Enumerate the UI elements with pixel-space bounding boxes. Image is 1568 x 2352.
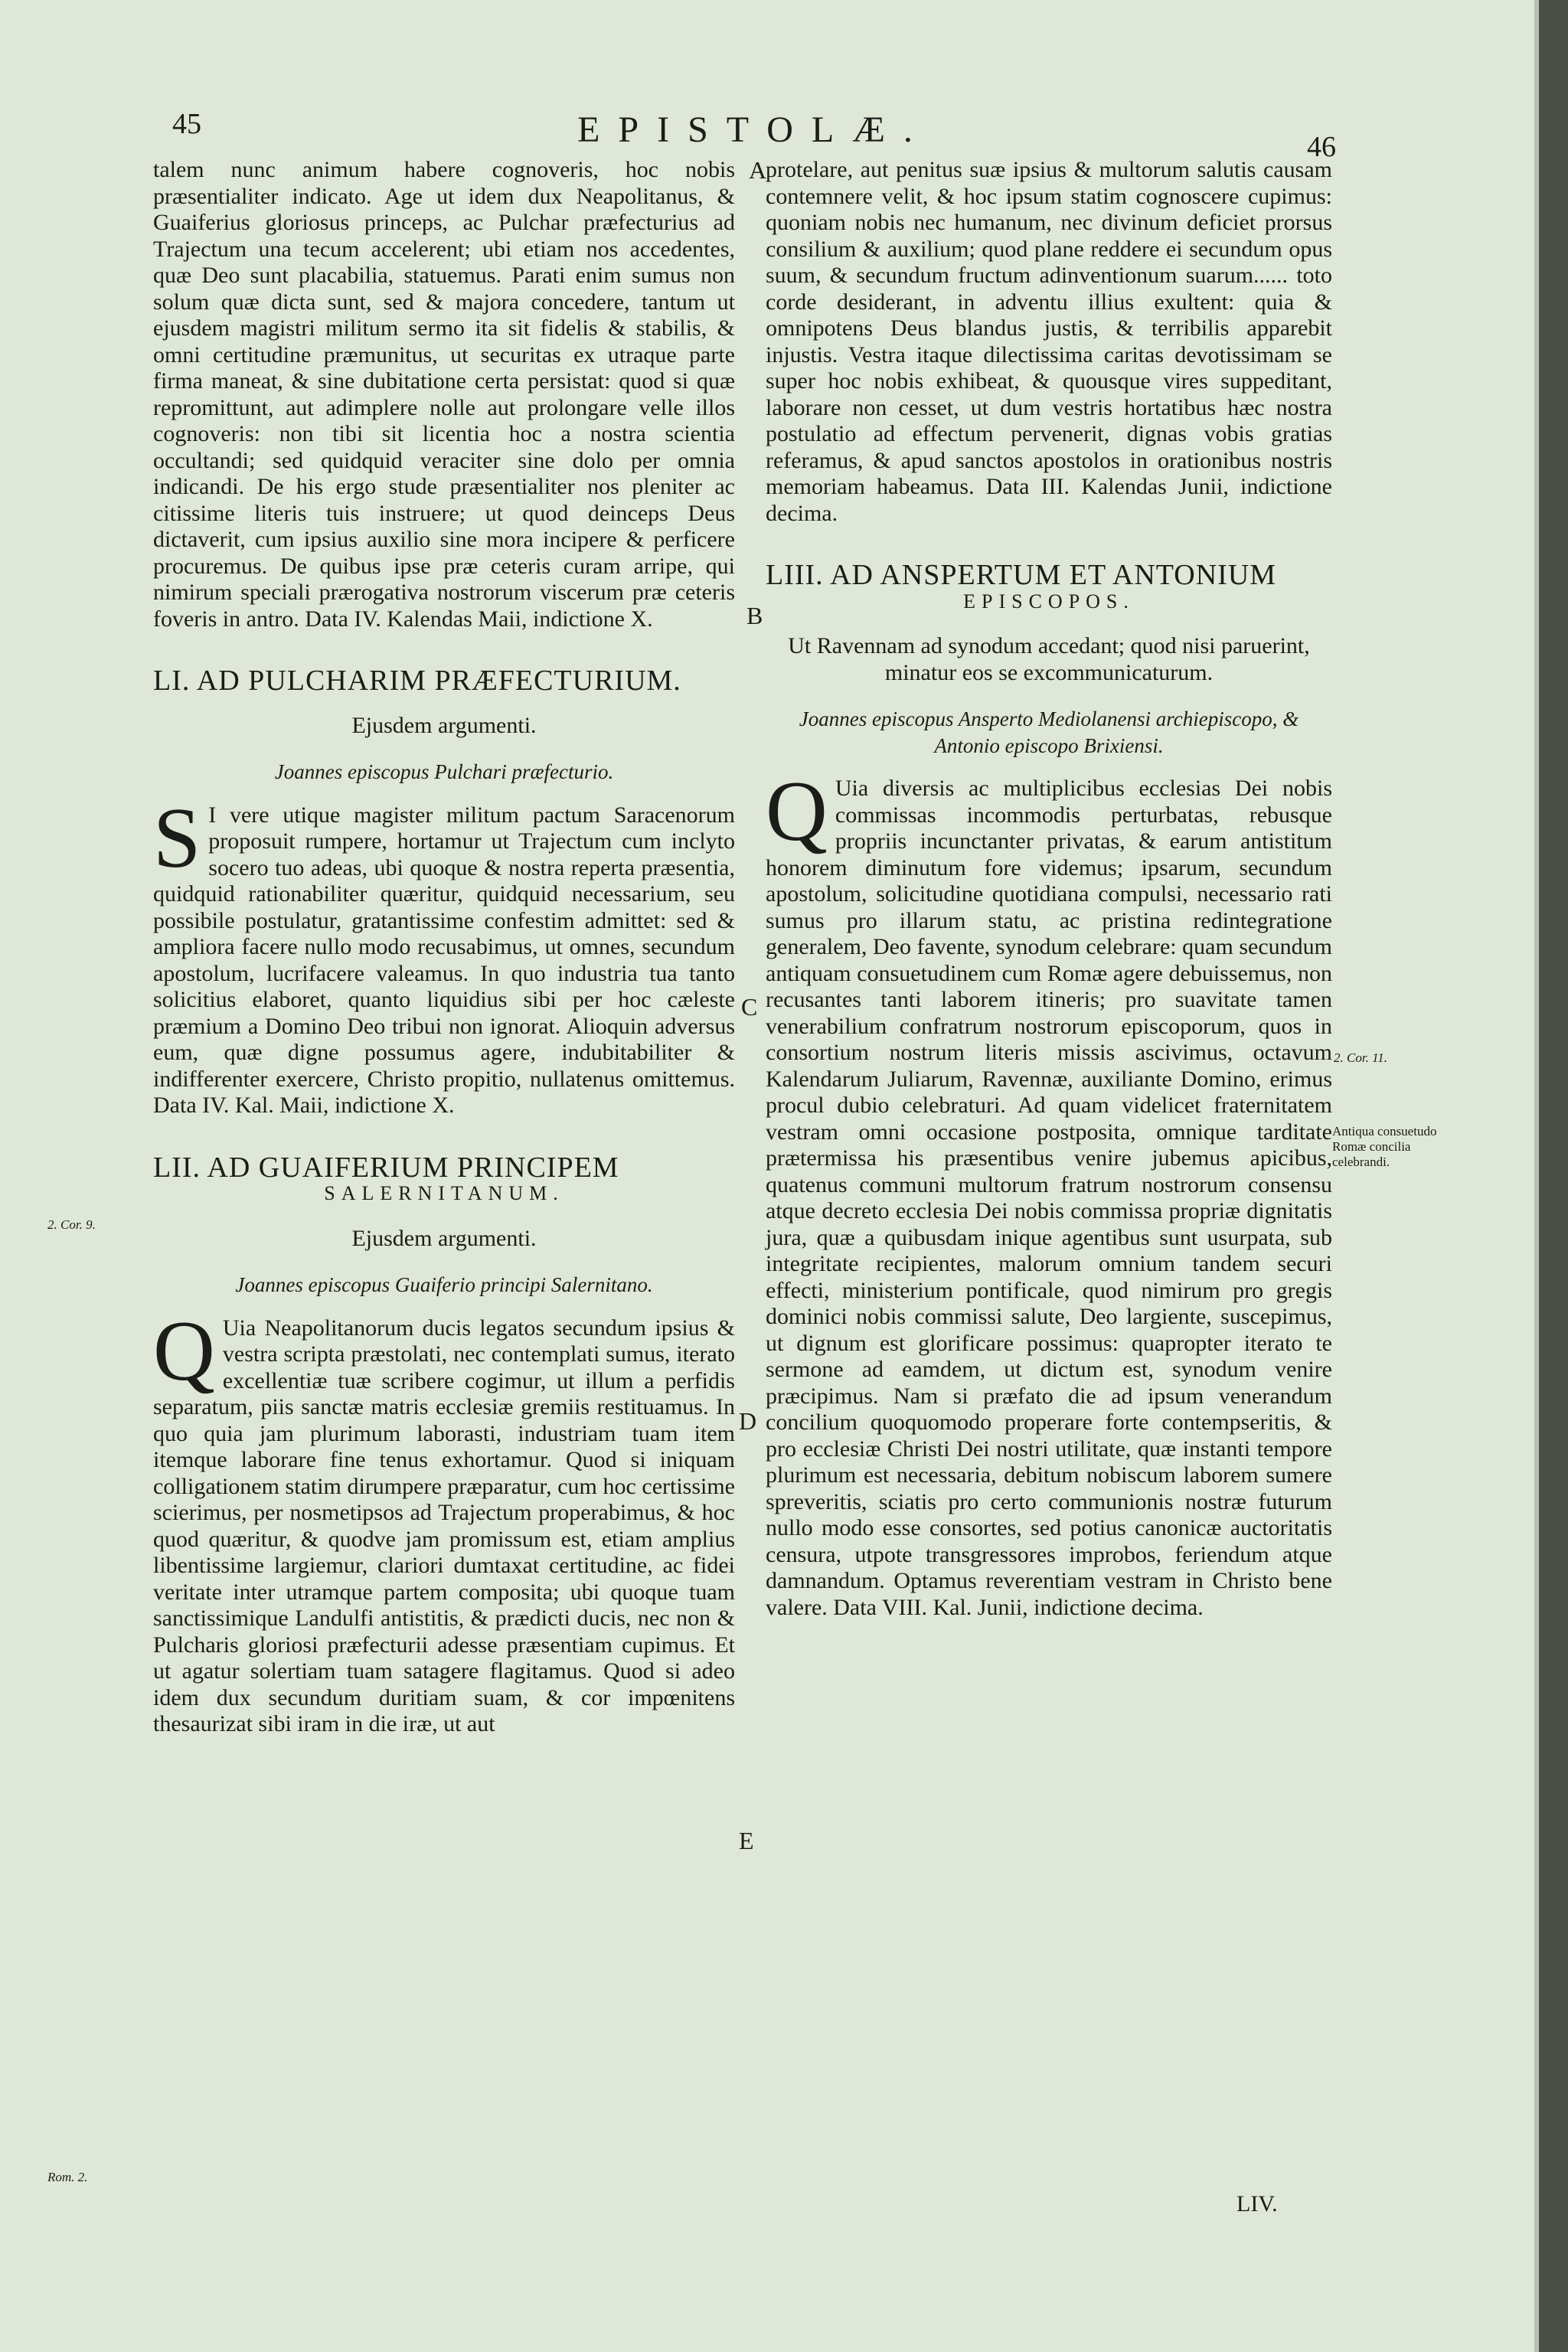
- running-title: EPISTOLÆ.: [577, 109, 931, 150]
- letter-lii-text: Uia Neapolitanorum ducis legatos secundum ipsius & vestra scripta præstolati, nec contemplati sumus, iterato excellentiæ tuæ scribere cogimur, ut illum a perfidis separatum, piis sanctæ matris ecclesiæ gremiis restituamus. In quo quia jam plurimum laborasti, industriam tuam item itemque laborare fine tenus exhortamur. Quod si iniquam colligationem statim dirumpere præparatur, cum hoc certissime scierimus, per nosmetipsos ad Trajectum properabimus, & hoc quod quæritur, & quodve jam promissum est, etiam amplius libentissime largiemur, clariori dumtaxat certitudine, ac fidei veritate inter utramque partem composita; ubi quoque tuam sanctissimique Landulfi antistitis, & prædicti ducis, nec non & Pulcharis gloriosi præfecturii adesse præsentiam cupimus. Et ut agatur solertiam tuam satagere flagitamus. Quod si adeo idem dux secundum duritiam suam, & cor impœnitens thesaurizat sibi iram in die iræ, ut aut: [153, 1315, 735, 1736]
- letter-lii-heading: LII. AD GUAIFERIUM PRINCIPEM: [153, 1151, 619, 1184]
- binding-gutter: [1539, 0, 1568, 2352]
- section-letter-b: B: [746, 602, 763, 629]
- letter-li-text: I vere utique magister militum pactum Saracenorum proposuit rumpere, hortamur ut Trajectum cum inclyto socero tuo adeas, ubi quoque & nostra reperta præsentia, quidquid rationabiliter quæritur, quidquid necessarium, seu possibile postulatur, gratantissime confestim admittet: sed & ampliora facere nullo modo recusabimus, ut omnes, secundum apostolum, lucrifacere valeamus. In quo industria tua tanto solicitius elaboret, quanto liquidius sibi per hoc cæleste præmium a Domino Deo tribui non ignorat. Alioquin adversus eum, quæ digne possumus agere, indubitabiliter & indifferenter exercere, Christo propitio, nullatenus omittemus. Data IV. Kal. Maii, indictione X.: [153, 802, 735, 1118]
- letter-liii-heading: LIII. AD ANSPERTUM ET ANTONIUM: [766, 559, 1277, 591]
- margin-ref-rom-2: Rom. 2.: [47, 2170, 88, 2184]
- section-letter-e: E: [739, 1827, 754, 1854]
- letter-lii-body: [153, 1303, 735, 1738]
- page-number-right: 46: [1307, 131, 1336, 163]
- section-letter-a: A: [749, 156, 767, 184]
- letter-liii-text: Uia diversis ac multiplicibus ecclesias Dei nobis commissas incommodis perturbatas, rebusque propriis incunctanter privatas, & earum antistitum honorem diminutum fore videmus; ipsarum, secundum apostolum, solicitudine quotidiana compulsi, necessario rati sumus pro illarum statu, ac pristina redintegratione generalem, Deo favente, synodum celebrare: quam secundum antiquam consuetudinem cum Romæ agere debuissemus, non recusantes tanti laborem itineris; pro suavitate tamen venerabilium confratrum nostrorum episcoporum, quos in consortium nostrum literis missis ascivimus, octavum Kalendarum Juliarum, Ravennæ, auxiliante Domino, erimus procul dubio celebraturi. Ad quam videlicet fraternitatem vestram omni occasione postposita, omnique tarditate prætermissa his præsentibus venire jubemus apicibus, quatenus communi multorum fratrum nostrorum consensu atque decreto ecclesia Dei nobis commissa propriæ dignitatis jura, quæ a quibusdam inique agentibus sunt usurpata, sub integritate recipientes, malorum omnium tandem securi effecti, ministerium pontificale, quod nimirum pro gregis dominici nobis commissi salute, Deo largiente, suscepimus, ut dignum est glorificare possimus: quapropter iterato te sermone ad eamdem, ut dictum est, synodum venire præcipimus. Nam si præfato die ad ipsum venerandum concilium quoquomodo properare forte contempseritis, & pro ecclesiæ Christi Dei nostri utilitate, quæ instanti tempore plurimum est necessaria, debitum nobiscum laborem sumere spreveritis, sciatis pro certo communionis nostræ futurum nullo modo esse consortes, sed potius canonicæ auctoritatis censura, utpote transgressores improbos, feriendum atque damnandum. Optamus reverentiam vestram in Christo bene valere. Data VIII. Kal. Junii, indictione decima.: [766, 776, 1332, 1620]
- margin-note-antiqua: Antiqua consuetudo Romæ concilia celebrandi.: [1332, 1124, 1437, 1169]
- letter-liii-body: [766, 764, 1332, 1621]
- drop-cap: S: [153, 790, 201, 886]
- letter-lii-continuation: protelare, aut penitus suæ ipsius & multorum salutis causam contemnere velit, & hoc ipsum statim cognoscere cupimus: quoniam nobis nec humanum, nec divinum deficiet prorsus consilium & auxilium; quod plane reddere ei secundum opus suum, & secundum fructum adinventionum suarum...... toto corde desiderant, in adventu illius exultent: quia & omnipotens Deus blandus justis, & terribilis apparebit injustis. Vestra itaque dilectissima caritas devotissimam se super hoc nobis exhibeat, & quousque vires suppeditant, laborare non cesset, ut dum vestris hortatibus hæc nostra postulatio ad effectum pervenerit, dignas vobis gratias referamus, & apud sanctos apostolos in orationibus nostris memoriam habeamus. Data III. Kalendas Junii, indictione decima.: [766, 157, 1332, 526]
- margin-ref-2-cor-11: 2. Cor. 11.: [1334, 1050, 1388, 1065]
- section-letter-c: C: [741, 993, 758, 1021]
- catchword: LIV.: [1236, 2191, 1278, 2216]
- right-column: [766, 157, 1332, 1621]
- drop-cap: Q: [153, 1303, 215, 1399]
- letter-liii-inscription: Joannes episcopus Ansperto Mediolanensi archiepiscopo, & Antonio episcopo Brixiensi.: [799, 707, 1299, 757]
- page-number-left: 45: [172, 108, 201, 140]
- letter-lii-subheading: SALERNITANUM.: [324, 1182, 564, 1204]
- letter-li-inscription: Joannes episcopus Pulchari præfecturio.: [274, 760, 614, 783]
- letter-li-argument: Ejusdem argumenti.: [351, 712, 537, 738]
- letter-li-body: [153, 790, 735, 1119]
- letter-li-heading: LI. AD PULCHARIM PRÆFECTURIUM.: [153, 665, 681, 697]
- section-letter-d: D: [739, 1407, 757, 1435]
- letter-l-continuation: talem nunc animum habere cognoveris, hoc nobis præsentialiter indicato. Age ut idem dux Neapolitanus, & Guaiferius gloriosus princeps, ac Pulchar præfecturius ad Trajectum una tecum accelerent; ubi etiam nos accedentes, quæ Deo sunt placabilia, statuemus. Parati enim sumus non solum quæ dicta sunt, sed & majora concedere, tantum ut ejusdem magistri militum sermo ita sit fidelis & stabilis, & omni certitudine præmunitus, ut securitas ex utraque parte firma maneat, & sine dubitatione certa persistat: quod si quæ repromittunt, aut adimplere nolle aut prolongare velle illos cognoveris: non tibi sit licentia hoc a nostra scientia occultandi; sed quidquid veraciter sine dolo per omnia indicandi. De his ergo stude præsentialiter nos pleniter ac citissime literis tuis instruere; ut quod deinceps Deus dictaverit, cum ipsius auxilio sine mora incipere & perficere procuremus. De quibus ipse præ ceteris curam arripe, qui nimirum speciali prærogativa nostrorum viscerum præ ceteris foveris in antro. Data IV. Kalendas Maii, indictione X.: [153, 157, 735, 632]
- letter-lii-argument: Ejusdem argumenti.: [351, 1225, 537, 1251]
- letter-lii-inscription: Joannes episcopus Guaiferio principi Salernitano.: [235, 1273, 653, 1296]
- margin-ref-2-cor-9: 2. Cor. 9.: [47, 1217, 96, 1232]
- left-column: [153, 157, 735, 1738]
- drop-cap: Q: [766, 764, 828, 859]
- letter-liii-subheading: EPISCOPOS.: [963, 590, 1135, 612]
- page-header: [172, 107, 1336, 161]
- letter-liii-argument: Ut Ravennam ad synodum accedant; quod nisi paruerint, minatur eos se excommunicaturum.: [788, 633, 1310, 685]
